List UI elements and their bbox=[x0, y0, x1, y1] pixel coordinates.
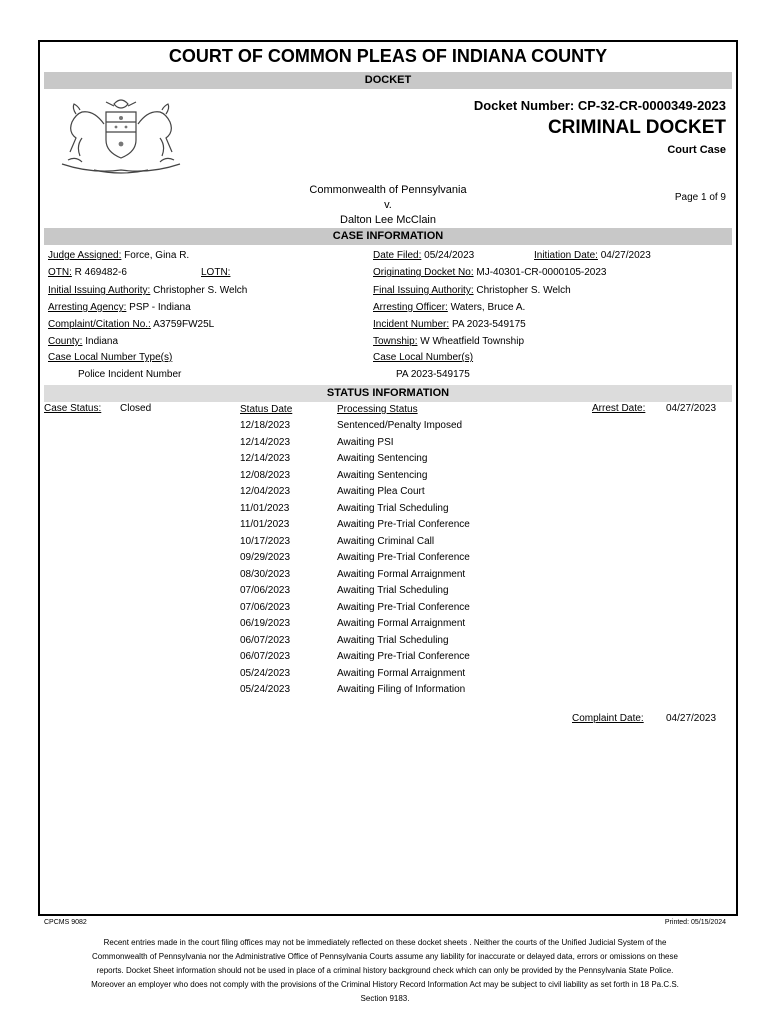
complaint-row bbox=[48, 319, 214, 330]
otn-row bbox=[48, 267, 127, 278]
status-row-status: Awaiting Trial Scheduling bbox=[337, 585, 449, 596]
county-value: Indiana bbox=[85, 336, 119, 347]
status-date-header: Status Date bbox=[240, 404, 293, 415]
form-id: CPCMS 9082 bbox=[44, 919, 87, 926]
status-row-status: Awaiting Sentencing bbox=[337, 453, 428, 464]
status-row-date: 11/01/2023 bbox=[240, 519, 290, 530]
status-row-date: 12/04/2023 bbox=[240, 486, 291, 497]
arrest-date-value: 04/27/2023 bbox=[666, 403, 717, 414]
otn-label: OTN: bbox=[48, 267, 72, 278]
status-row-status: Sentenced/Penalty Imposed bbox=[337, 420, 463, 431]
docket-number: Docket Number: CP-32-CR-0000349-2023 bbox=[473, 98, 726, 113]
county-row bbox=[48, 336, 118, 347]
township-value: W Wheatfield Township bbox=[420, 336, 524, 347]
status-row-date: 06/07/2023 bbox=[240, 634, 291, 646]
status-row-status: Awaiting Formal Arraignment bbox=[337, 568, 466, 580]
local-numbers-value: PA 2023-549175 bbox=[396, 369, 470, 380]
court-title: COURT OF COMMON PLEAS OF INDIANA COUNTY bbox=[168, 46, 608, 66]
printed-date: Printed: 05/15/2024 bbox=[664, 919, 726, 926]
status-row-status: Awaiting Criminal Call bbox=[337, 535, 435, 547]
final-issuing-row bbox=[373, 285, 571, 296]
initiation-row bbox=[534, 250, 651, 261]
judge-row bbox=[48, 250, 189, 261]
originating-row bbox=[373, 267, 606, 278]
docket-bar: DOCKET bbox=[44, 72, 732, 89]
status-row-date: 06/19/2023 bbox=[240, 618, 291, 629]
status-row-date: 07/06/2023 bbox=[240, 601, 291, 613]
arresting-officer-row bbox=[373, 302, 525, 313]
date-filed-label: Date Filed: bbox=[373, 250, 422, 261]
status-row-status: Awaiting PSI bbox=[337, 436, 394, 448]
pennsylvania-seal-icon bbox=[54, 94, 188, 178]
lotn-label: LOTN: bbox=[201, 267, 231, 278]
status-row-date: 11/01/2023 bbox=[240, 502, 290, 514]
incident-label: Incident Number: bbox=[373, 319, 450, 330]
status-row-status: Awaiting Pre-Trial Conference bbox=[337, 601, 470, 613]
docket-type: CRIMINAL DOCKET bbox=[547, 117, 726, 138]
status-information-bar: STATUS INFORMATION bbox=[44, 385, 732, 402]
status-row-date: 09/29/2023 bbox=[240, 552, 291, 563]
status-row-status: Awaiting Formal Arraignment bbox=[337, 667, 466, 679]
otn-value: R 469482-6 bbox=[74, 267, 127, 278]
complaint-date-value: 04/27/2023 bbox=[666, 713, 717, 724]
status-row-date: 10/17/2023 bbox=[240, 535, 291, 547]
township-row bbox=[373, 336, 524, 347]
county-label: County: bbox=[48, 336, 83, 347]
arresting-agency-label: Arresting Agency: bbox=[48, 302, 127, 313]
status-row-status: Awaiting Formal Arraignment bbox=[337, 618, 466, 629]
status-row-status: Awaiting Pre-Trial Conference bbox=[337, 651, 470, 662]
arresting-agency-value: PSP - Indiana bbox=[129, 302, 191, 313]
case-status-value: Closed bbox=[120, 403, 152, 414]
final-issuing-label: Final Issuing Authority: bbox=[373, 285, 474, 296]
status-row-status: Awaiting Trial Scheduling bbox=[337, 502, 449, 514]
court-case-label: Court Case bbox=[667, 144, 726, 156]
judge-label: Judge Assigned: bbox=[48, 250, 122, 261]
local-numbers-label: Case Local Number(s) bbox=[373, 352, 474, 363]
status-row-date: 08/30/2023 bbox=[240, 568, 291, 580]
status-row-status: Awaiting Trial Scheduling bbox=[337, 634, 449, 646]
incident-value: PA 2023-549175 bbox=[451, 319, 526, 330]
initial-issuing-value: Christopher S. Welch bbox=[153, 285, 248, 296]
judge-value: Force, Gina R. bbox=[124, 250, 190, 261]
initiation-value: 04/27/2023 bbox=[600, 250, 651, 261]
status-row-date: 12/08/2023 bbox=[240, 469, 291, 481]
complaint-label: Complaint/Citation No.: bbox=[48, 319, 151, 330]
disclaimer: Recent entries made in the court filing offices may not be immediately reflected on these docket sheets . Neither the courts of the Unified Judicial System of the Commonwealth of Pennsylvania nor the Administrative Office of Pennsylvania Courts assume any liability for inaccurate or delayed data, errors or omissions on these reports. Docket Sheet information should not be used in place of a criminal history background check which can only be provided by the Pennsylvania State Police. Moreover an employer who does not comply with the provisions of the Criminal History Record Information Act may be subject to civil liability as set forth in 18 Pa.C.S. Section 9183. bbox=[91, 938, 679, 1003]
local-number-type-label: Case Local Number Type(s) bbox=[48, 352, 173, 363]
originating-label: Originating Docket No: bbox=[373, 267, 474, 278]
status-row-status: Awaiting Filing of Information bbox=[337, 684, 466, 695]
status-row-date: 06/07/2023 bbox=[240, 651, 291, 662]
local-number-type-value: Police Incident Number bbox=[78, 369, 182, 380]
arresting-agency-row bbox=[48, 302, 191, 313]
status-row-status: Awaiting Pre-Trial Conference bbox=[337, 552, 470, 563]
initial-issuing-row bbox=[48, 285, 247, 296]
complaint-value: A3759FW25L bbox=[153, 319, 215, 330]
status-row-date: 05/24/2023 bbox=[240, 667, 291, 679]
status-row-date: 12/18/2023 bbox=[240, 420, 291, 431]
docket-frame bbox=[38, 40, 738, 916]
final-issuing-value: Christopher S. Welch bbox=[476, 285, 571, 296]
initial-issuing-label: Initial Issuing Authority: bbox=[48, 285, 151, 296]
status-row-date: 07/06/2023 bbox=[240, 585, 291, 596]
arrest-date-label: Arrest Date: bbox=[592, 403, 646, 414]
page-number: Page 1 of 9 bbox=[674, 192, 726, 203]
status-row-date: 12/14/2023 bbox=[240, 436, 291, 448]
case-status-label: Case Status: bbox=[44, 403, 102, 414]
arresting-officer-value: Waters, Bruce A. bbox=[450, 302, 526, 313]
versus: v. bbox=[384, 199, 392, 211]
date-filed-value: 05/24/2023 bbox=[424, 250, 475, 261]
status-row-status: Awaiting Pre-Trial Conference bbox=[337, 519, 470, 530]
complaint-date-label: Complaint Date: bbox=[572, 713, 644, 724]
originating-value: MJ-40301-CR-0000105-2023 bbox=[476, 267, 607, 278]
defendant: Dalton Lee McClain bbox=[340, 214, 436, 226]
case-information-bar: CASE INFORMATION bbox=[44, 228, 732, 245]
incident-row bbox=[373, 319, 526, 330]
township-label: Township: bbox=[373, 336, 418, 347]
status-row-date: 12/14/2023 bbox=[240, 453, 291, 464]
arresting-officer-label: Arresting Officer: bbox=[373, 302, 448, 313]
date-filed-row bbox=[373, 250, 474, 261]
status-row-date: 05/24/2023 bbox=[240, 684, 291, 695]
processing-status-header: Processing Status bbox=[337, 404, 418, 415]
initiation-label: Initiation Date: bbox=[534, 250, 598, 261]
status-row-status: Awaiting Plea Court bbox=[337, 486, 425, 497]
status-row-status: Awaiting Sentencing bbox=[337, 469, 428, 481]
plaintiff: Commonwealth of Pennsylvania bbox=[309, 184, 467, 196]
